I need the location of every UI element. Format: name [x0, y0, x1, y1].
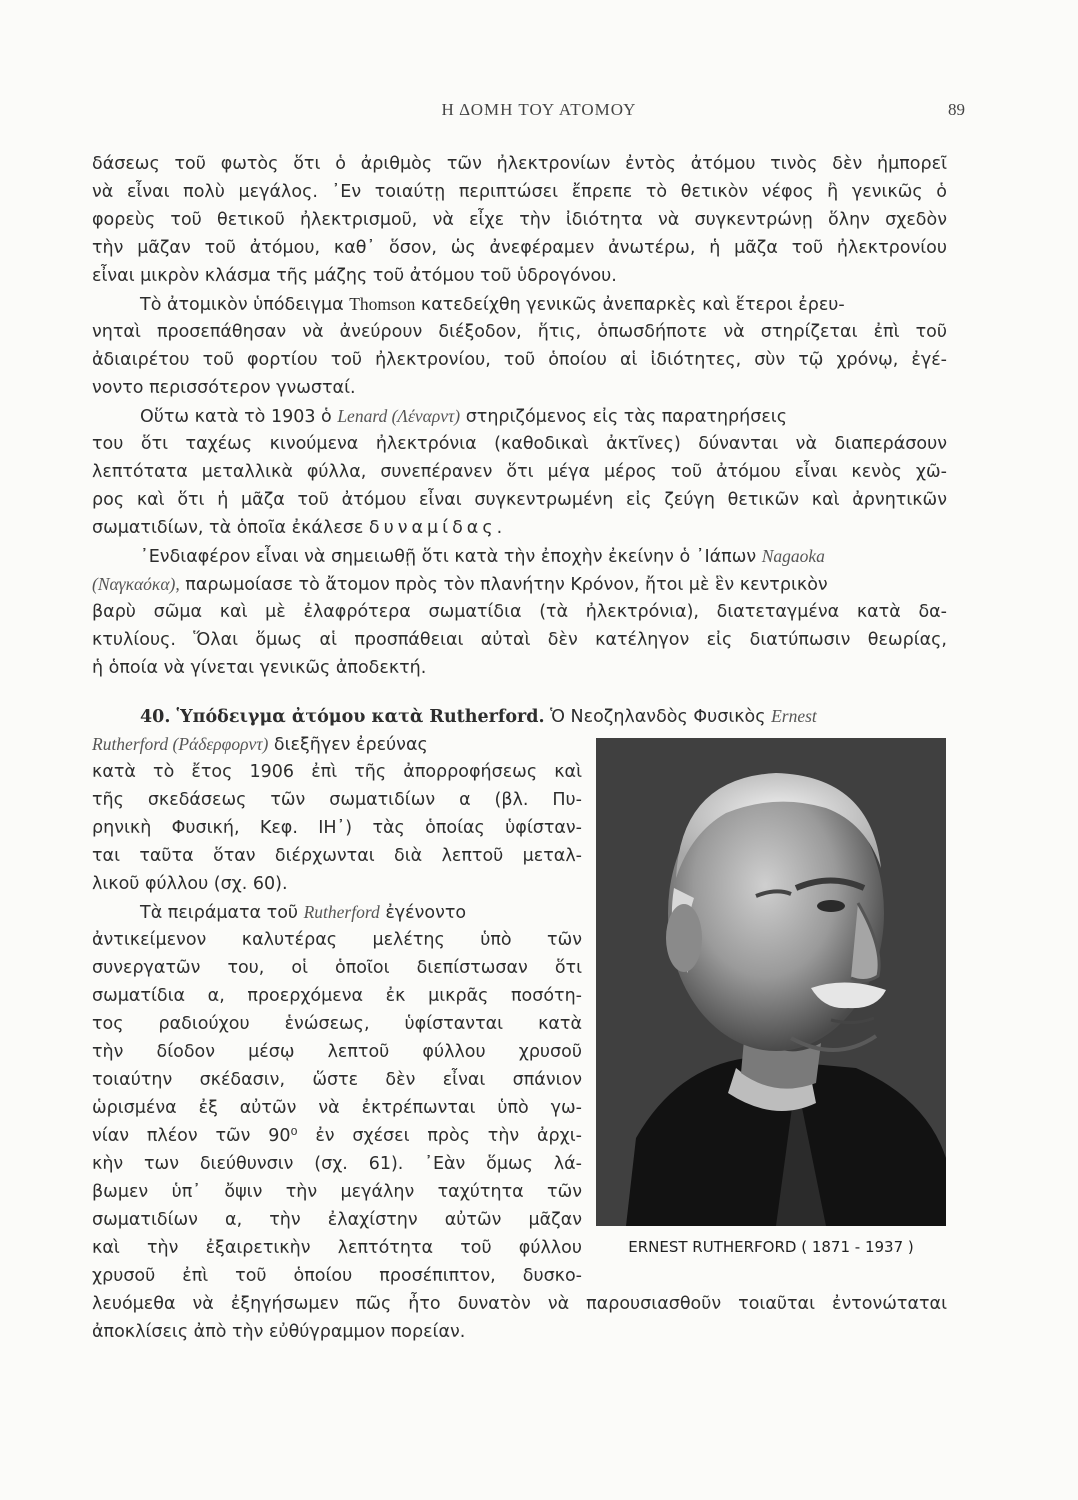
text-line: καὶ τὴν ἐξαιρετικὴν λεπτότητα τοῦ φύλλου	[92, 1238, 582, 1258]
text-line: ρος καὶ ὅτι ἡ μᾶζα τοῦ ἀτόμου εἶναι συγκεντρωμένη εἰς ζεύγη θετικῶν καὶ ἀρνητικῶν	[92, 490, 947, 510]
text-line	[140, 292, 947, 316]
text-span: σωματιδίων, τὰ ὁποῖα ἐκάλεσε	[92, 518, 369, 538]
text-span: στηριζόμενος εἰς τὰς παρατηρήσεις	[460, 407, 787, 427]
text-line	[140, 404, 947, 428]
text-line: βωμεν ὑπ᾿ ὄψιν τὴν μεγάλην ταχύτητα τῶν	[92, 1182, 582, 1202]
text-span: Ὁ Νεοζηλανδὸς Φυσικὸς	[544, 707, 772, 727]
text-line: νὰ εἶναι πολὺ μεγάλος. ᾿Εν τοιαύτῃ περιπτώσει ἔπρεπε τὸ θετικὸν νέφος ἢ γενικῶς ὁ	[92, 182, 947, 202]
text-line: κὴν των διεύθυνσιν (σχ. 61). ᾿Εὰν ὅμως λά-	[92, 1154, 582, 1174]
text-line	[140, 900, 582, 924]
text-line: ἡ ὁποία νὰ γίνεται γενικῶς ἀποδεκτή.	[92, 658, 427, 678]
text-span: ᾿Ενδιαφέρον εἶναι νὰ σημειωθῇ ὅτι κατὰ τὴν ἐποχὴν ἐκείνην ὁ ᾿Ιάπων	[140, 547, 762, 567]
name-ernest: Ernest	[771, 706, 817, 726]
name-rutherford: Rutherford	[303, 902, 380, 922]
text-line: του ὅτι ταχέως κινούμενα ἠλεκτρόνια (καθοδικαὶ ἀκτῖνες) δύνανται νὰ διαπεράσουν	[92, 434, 947, 454]
text-span: κατεδείχθη γενικῶς ἀνεπαρκὲς καὶ ἕτεροι ἐρευ-	[415, 295, 845, 315]
text-line: εἶναι μικρὸν κλάσμα τῆς μάζης τοῦ ἀτόμου τοῦ ὑδρογόνου.	[92, 266, 617, 286]
name-thomson: Thomson	[349, 294, 416, 314]
term-dynamides: δυναμίδας.	[368, 518, 507, 538]
name-lenard: Lenard	[337, 406, 388, 426]
text-line: κατὰ τὸ ἔτος 1906 ἐπὶ τῆς ἀπορροφήσεως καὶ	[92, 762, 582, 782]
name-rutherford: Rutherford	[92, 734, 169, 754]
text-span: ἐγένοντο	[379, 903, 467, 923]
text-line: λικοῦ φύλλου (σχ. 60).	[92, 874, 288, 894]
portrait-illustration	[596, 738, 946, 1226]
text-line: ὡρισμένα ἐξ αὐτῶν νὰ ἐκτρέπωνται ὑπὸ γω-	[92, 1098, 582, 1118]
text-line	[140, 544, 947, 568]
text-line	[92, 732, 582, 756]
text-line: κτυλίους. Ὅλαι ὅμως αἱ προσπάθειαι αὐταὶ δὲν κατέληγον εἰς διατύπωσιν θεωρίας,	[92, 630, 947, 650]
text-span: Τὰ πειράματα τοῦ	[140, 903, 304, 923]
text-line: λευόμεθα νὰ ἐξηγήσωμεν πῶς ἦτο δυνατὸν νὰ παρουσιασθοῦν τοιαῦται ἐντονώταται	[92, 1294, 947, 1314]
text-line	[92, 572, 947, 596]
name-nagaoka-greek: (Ναγκαόκα),	[92, 574, 180, 594]
text-line: σωματιδίων α, τὴν ἐλαχίστην αὐτῶν μᾶζαν	[92, 1210, 582, 1230]
text-span: διεξῆγεν ἐρεύνας	[268, 735, 428, 755]
text-line: τὴν μᾶζαν τοῦ ἀτόμου, καθ᾿ ὅσον, ὡς ἀνεφέραμεν ἀνωτέρω, ἡ μᾶζα τοῦ ἠλεκτρονίου	[92, 238, 947, 258]
text-line: νοντο περισσότερον γνωσταί.	[92, 378, 356, 398]
page-number: 89	[948, 100, 965, 119]
running-title: Η ΔΟΜΗ ΤΟΥ ΑΤΟΜΟΥ	[441, 100, 637, 119]
text-line: ἀδιαιρέτου τοῦ φορτίου τοῦ ἠλεκτρονίου, τοῦ ὁποίου αἱ ἰδιότητες, σὺν τῷ χρόνῳ, ἐγέ-	[92, 350, 947, 370]
text-line: ἀποκλίσεις ἀπὸ τὴν εὐθύγραμμον πορείαν.	[92, 1322, 466, 1342]
text-span: παρωμοίασε τὸ ἄτομον πρὸς τὸν πλανήτην Κρόνον, ἤτοι μὲ ἓν κεντρικὸν	[179, 575, 828, 595]
text-line	[92, 516, 506, 540]
text-line: ἀντικείμενον καλυτέρας μελέτης ὑπὸ τῶν	[92, 930, 582, 950]
text-line: νηταὶ προσεπάθησαν νὰ ἀνεύρουν διέξοδον, ἥτις, ὁπωσδήποτε νὰ στηρίζεται ἐπὶ τοῦ	[92, 322, 947, 342]
name-rutherford-greek: (Ράδερφορντ)	[168, 734, 269, 754]
text-span: Τὸ ἀτομικὸν ὑπόδειγμα	[140, 295, 350, 315]
text-line: τὴν δίοδον μέσῳ λεπτοῦ φύλλου χρυσοῦ	[92, 1042, 582, 1062]
text-line: ρηνικὴ Φυσική, Κεφ. ΙΗ᾿) τὰς ὁποίας ὑφίσταν-	[92, 818, 582, 838]
section-heading-line	[140, 704, 947, 728]
text-line: νίαν πλέον τῶν 90⁰ ἐν σχέσει πρὸς τὴν ἀρχι-	[92, 1126, 582, 1146]
text-line: ται ταῦτα ὅταν διέρχωνται διὰ λεπτοῦ μεταλ-	[92, 846, 582, 866]
text-line: σωματίδια α, προερχόμενα ἐκ μικρᾶς ποσότη-	[92, 986, 582, 1006]
section-heading: 40. Ὑπόδειγμα ἀτόμου κατὰ Rutherford.	[140, 707, 545, 727]
text-line: βαρὺ σῶμα καὶ μὲ ἐλαφρότερα σωματίδια (τὰ ἠλεκτρόνια), διατεταγμένα κατὰ δα-	[92, 602, 947, 622]
text-line: τοιαύτην σκέδασιν, ὥστε δὲν εἶναι σπάνιον	[92, 1070, 582, 1090]
text-line: χρυσοῦ ἐπὶ τοῦ ὁποίου προσέπιπτον, δυσκο-	[92, 1266, 582, 1286]
text-line: τος ραδιούχου ἑνώσεως, ὑφίστανται κατὰ	[92, 1014, 582, 1034]
text-line: συνεργατῶν του, οἱ ὁποῖοι διεπίστωσαν ὅτι	[92, 958, 582, 978]
text-line: λεπτότατα μεταλλικὰ φύλλα, συνεπέρανεν ὅτι μέγα μέρος τοῦ ἀτόμου εἶναι κενὸς χῶ-	[92, 462, 947, 482]
text-line: φορεὺς τοῦ θετικοῦ ἠλεκτρισμοῦ, νὰ εἶχε τὴν ἰδιότητα νὰ συγκεντρώνῃ ὅλην σχεδὸν	[92, 210, 947, 230]
text-line: δάσεως τοῦ φωτὸς ὅτι ὁ ἀριθμὸς τῶν ἠλεκτρονίων ἐντὸς ἀτόμου τινὸς δὲν ἠμπορεῖ	[92, 154, 947, 174]
text-line: τῆς σκεδάσεως τῶν σωματιδίων α (βλ. Πυ-	[92, 790, 582, 810]
running-head	[0, 100, 1078, 124]
rutherford-portrait	[596, 738, 946, 1226]
figure-caption: ERNEST RUTHERFORD ( 1871 - 1937 )	[628, 1238, 914, 1256]
text-span: Οὕτω κατὰ τὸ 1903 ὁ	[140, 407, 338, 427]
name-nagaoka: Nagaoka	[761, 546, 825, 566]
name-lenard-greek: (Λέναρντ)	[387, 406, 461, 426]
